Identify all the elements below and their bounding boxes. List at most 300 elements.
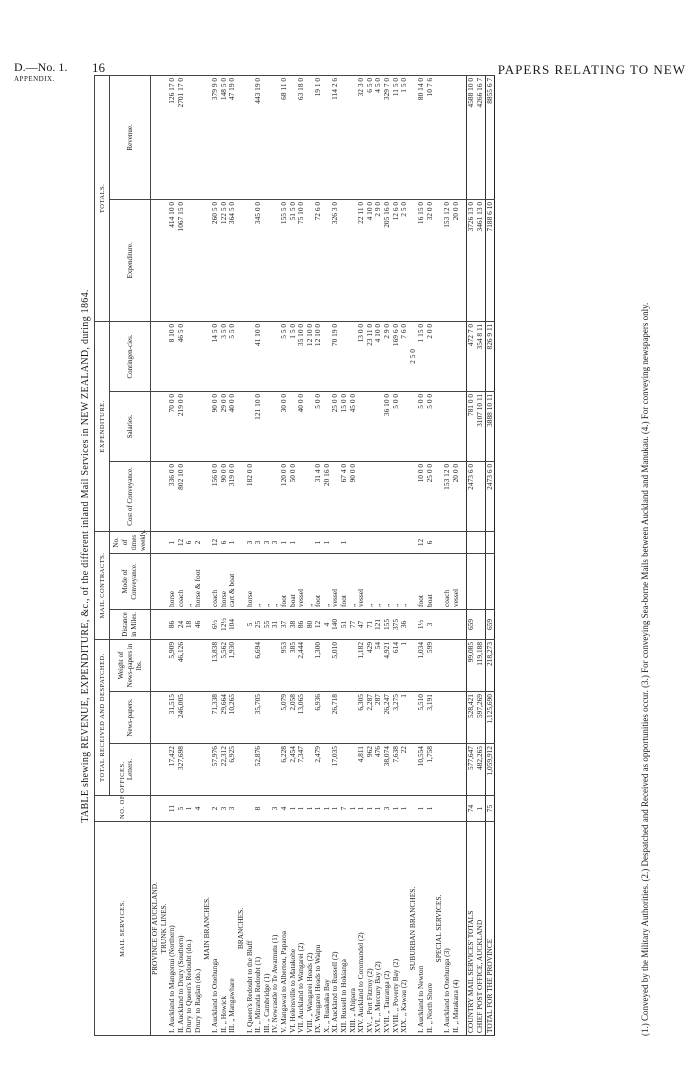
service-name-cell: II. Auckland to Drury (Southern)	[177, 822, 186, 1036]
offices-cell: 3	[271, 796, 280, 822]
contingencies-cell: 169 6 0	[392, 321, 401, 391]
distance-cell	[151, 609, 160, 639]
salaries-cell: 121 10 0	[254, 391, 263, 461]
weight-cell: 6,694	[254, 639, 263, 691]
expenditure-cell: 22 11 0	[357, 199, 366, 321]
mode-cell: „	[349, 553, 358, 609]
salaries-cell: 3107 10 11	[476, 391, 485, 461]
document-reference	[14, 60, 67, 83]
newspapers-cell: 13,065	[297, 692, 306, 744]
header-totals: TOTALS.	[95, 75, 110, 321]
weight-cell	[237, 639, 246, 691]
salaries-cell: 3888 10 11	[485, 391, 495, 461]
header-offices: NO. OF OFFICES.	[95, 796, 151, 822]
expenditure-cell: 414 10 0	[168, 199, 177, 321]
offices-cell: 1	[323, 796, 332, 822]
letters-cell: 1,758	[426, 744, 435, 796]
newspapers-cell: 246,005	[177, 692, 186, 744]
header-received: TOTAL RECEIVED AND DESPATCHED.	[95, 639, 110, 795]
salaries-cell	[443, 391, 452, 461]
mode-cell: „	[392, 553, 401, 609]
contingencies-cell: 3 5 0	[220, 321, 229, 391]
table-row	[426, 75, 435, 1035]
times-cell: 3	[254, 531, 263, 553]
table-row	[366, 75, 375, 1035]
offices-cell	[443, 796, 452, 822]
distance-cell: 51	[340, 609, 349, 639]
newspapers-cell	[237, 692, 246, 744]
expenditure-cell: 16 15 0	[417, 199, 426, 321]
contingencies-cell: 8 10 0	[168, 321, 177, 391]
cost-cell	[151, 461, 160, 531]
mode-cell	[476, 553, 485, 609]
mode-cell: cart & boat	[228, 553, 237, 609]
contingencies-cell	[151, 321, 160, 391]
weight-cell: 99,085	[467, 639, 476, 691]
cost-cell: 20 16 0	[323, 461, 332, 531]
distance-cell: 80	[306, 609, 315, 639]
mode-cell: horse	[168, 553, 177, 609]
times-cell: 1	[168, 531, 177, 553]
col-total-expenditure: Expenditure.	[110, 199, 151, 321]
offices-cell: 74	[467, 796, 476, 822]
newspapers-cell	[263, 692, 272, 744]
cost-cell: 2473 6 0	[467, 461, 476, 531]
newspapers-cell	[435, 692, 444, 744]
mode-cell: vessel	[357, 553, 366, 609]
offices-cell: 1	[366, 796, 375, 822]
weight-cell: 1,034	[417, 639, 426, 691]
expenditure-cell: 75 10 0	[297, 199, 306, 321]
distance-cell: 46	[194, 609, 203, 639]
service-name-cell: X. „ Ruakaka Bay	[323, 822, 332, 1036]
salaries-cell	[185, 391, 194, 461]
times-cell: 3	[263, 531, 272, 553]
service-name-cell: III. „ Mangawhare	[228, 822, 237, 1036]
table-header	[95, 75, 151, 1035]
newspapers-cell: 528,421	[467, 692, 476, 744]
letters-cell	[452, 744, 461, 796]
times-cell: 1	[280, 531, 289, 553]
cost-cell	[263, 461, 272, 531]
offices-cell: 1	[297, 796, 306, 822]
distance-cell: 4	[323, 609, 332, 639]
expenditure-cell: 153 12 0	[443, 199, 452, 321]
doc-ref: D.—No. 1.	[14, 60, 68, 74]
offices-cell: 1	[392, 796, 401, 822]
table-row	[340, 75, 349, 1035]
offices-cell	[237, 796, 246, 822]
contingencies-cell	[452, 321, 461, 391]
weight-cell: 953	[280, 639, 289, 691]
mode-cell: vessel	[331, 553, 340, 609]
letters-cell: 38,074	[383, 744, 392, 796]
letters-cell: 476	[374, 744, 383, 796]
footnote: (1.) Conveyed by the Military Authorities. (2.) Despatched and Received as opportunities occur. (3.) For conveying Sea-borne Mails between Auckland and Manukau. (4.) For conveying newspapers only.	[640, 302, 650, 1036]
times-cell: 1	[323, 531, 332, 553]
distance-cell: 24	[177, 609, 186, 639]
col-newspapers: News-papers.	[110, 692, 151, 744]
service-name-cell: Drury to Queen's Redoubt (do.)	[185, 822, 194, 1036]
times-cell: 3	[246, 531, 255, 553]
col-cost: Cost of Conveyance.	[110, 461, 151, 531]
letters-cell: 2,479	[314, 744, 323, 796]
weight-cell	[194, 639, 203, 691]
letters-cell	[263, 744, 272, 796]
weight-cell	[151, 639, 160, 691]
distance-cell: 18	[185, 609, 194, 639]
times-cell	[435, 531, 444, 553]
cost-cell	[194, 461, 203, 531]
distance-cell: 375	[392, 609, 401, 639]
expenditure-cell: 1067 15 0	[177, 199, 186, 321]
offices-cell: 1	[357, 796, 366, 822]
service-name-cell: II. „ Howick	[220, 822, 229, 1036]
salaries-cell	[357, 391, 366, 461]
times-cell: 6	[426, 531, 435, 553]
contingencies-cell: 35 10 0	[297, 321, 306, 391]
revenue-cell: 4588 10 0	[467, 75, 476, 199]
revenue-cell: 329 7 0	[383, 75, 392, 199]
newspapers-cell	[151, 692, 160, 744]
col-letters: Letters.	[110, 744, 151, 796]
times-cell	[392, 531, 401, 553]
distance-cell	[452, 609, 461, 639]
table-title: TABLE shewing REVENUE, EXPENDITURE, &c., of the different inland Mail Services in NEW ZEALAND, during 1864.	[80, 289, 91, 823]
times-cell: 3	[271, 531, 280, 553]
distance-cell	[476, 609, 485, 639]
weight-cell: 5,010	[331, 639, 340, 691]
salaries-cell: 36 10 0	[383, 391, 392, 461]
times-cell	[349, 531, 358, 553]
expenditure-cell	[194, 199, 203, 321]
letters-cell	[194, 744, 203, 796]
contingencies-cell: 13 0 0	[357, 321, 366, 391]
distance-cell: 659	[485, 609, 495, 639]
distance-cell: 12	[314, 609, 323, 639]
distance-cell: 1½	[417, 609, 426, 639]
salaries-cell: 30 0 0	[280, 391, 289, 461]
salaries-cell: 5 0 0	[426, 391, 435, 461]
times-cell: 1	[314, 531, 323, 553]
newspapers-cell: 1	[400, 692, 409, 744]
mode-cell: „	[383, 553, 392, 609]
letters-cell: 4,811	[357, 744, 366, 796]
cost-cell	[366, 461, 375, 531]
service-name-cell: SUBURBAN BRANCHES.	[409, 822, 418, 1036]
service-name-cell: XVI. „ Mercury Bay (2)	[374, 822, 383, 1036]
cost-cell: 120 0 0	[280, 461, 289, 531]
mode-cell: boat	[289, 553, 298, 609]
mode-cell: horse & foot	[194, 553, 203, 609]
offices-cell	[151, 796, 160, 822]
newspapers-cell: 5,079	[280, 692, 289, 744]
letters-cell: 482,265	[476, 744, 485, 796]
revenue-cell: 6 5 0	[366, 75, 375, 199]
expenditure-cell: 7188 6 10	[485, 199, 495, 321]
letters-cell: 962	[366, 744, 375, 796]
offices-cell: 1	[331, 796, 340, 822]
salaries-cell: 219 0 0	[177, 391, 186, 461]
table-row	[314, 75, 323, 1035]
weight-cell: 385	[289, 639, 298, 691]
newspapers-cell: 6,936	[314, 692, 323, 744]
distance-cell: 3	[426, 609, 435, 639]
salaries-cell: 40 0 0	[297, 391, 306, 461]
times-cell	[452, 531, 461, 553]
service-name-cell: III. „ Cambridge (1)	[263, 822, 272, 1036]
letters-cell: 22,312	[220, 744, 229, 796]
revenue-cell: 10 7 6	[426, 75, 435, 199]
salaries-cell	[263, 391, 272, 461]
mode-cell: „	[366, 553, 375, 609]
mode-cell: coach	[443, 553, 452, 609]
revenue-cell: 126 17 0	[168, 75, 177, 199]
service-name-cell: Drury to Raglan (do.)	[194, 822, 203, 1036]
times-cell: 12	[417, 531, 426, 553]
service-name-cell: XV. „ Port Fitzroy (2)	[366, 822, 375, 1036]
contingencies-cell: 12 10 0	[314, 321, 323, 391]
weight-cell: 54	[374, 639, 383, 691]
mode-cell: „	[271, 553, 280, 609]
mode-cell: foot	[314, 553, 323, 609]
table-row	[185, 75, 194, 1035]
cost-cell: 182 0 0	[246, 461, 255, 531]
mode-cell	[485, 553, 495, 609]
offices-cell: 1	[185, 796, 194, 822]
distance-cell: 55	[263, 609, 272, 639]
letters-cell: 7,347	[297, 744, 306, 796]
times-cell: 2	[194, 531, 203, 553]
cost-cell	[254, 461, 263, 531]
distance-cell: 86	[168, 609, 177, 639]
mode-cell: „	[400, 553, 409, 609]
contingencies-cell: 2 9 0	[383, 321, 392, 391]
col-contingencies: Contingen-cies.	[110, 321, 151, 391]
mode-cell: „	[306, 553, 315, 609]
service-name-cell: XII. Russell to Hokianga	[340, 822, 349, 1036]
weight-cell	[185, 639, 194, 691]
offices-cell: 8	[254, 796, 263, 822]
distance-cell	[435, 609, 444, 639]
revenue-cell: 80 14 0	[417, 75, 426, 199]
contingencies-cell: 12 10 0	[306, 321, 315, 391]
service-name-cell: XVII. „ Tauranga (2)	[383, 822, 392, 1036]
service-name-cell: I. Auckland to Mangonui (Northern)	[168, 822, 177, 1036]
distance-cell: 77	[349, 609, 358, 639]
service-name-cell: TOTAL FOR THE PROVINCE	[485, 822, 495, 1036]
table-row	[228, 75, 237, 1035]
letters-cell: 57,976	[211, 744, 220, 796]
table-row	[177, 75, 186, 1035]
newspapers-cell: 597,269	[476, 692, 485, 744]
newspapers-cell: 287	[374, 692, 383, 744]
revenue-cell: 47 19 0	[228, 75, 237, 199]
contingencies-cell: 4 10 0	[374, 321, 383, 391]
header-expenditure: EXPENDITURE.	[95, 321, 110, 531]
cost-cell: 10 0 0	[417, 461, 426, 531]
service-name-cell: V. Mangawai to Albertou, Paparoa	[280, 822, 289, 1036]
mail-services-table	[94, 75, 495, 1036]
service-name-cell: TRUNK LINES.	[160, 822, 169, 1036]
cost-cell	[476, 461, 485, 531]
letters-cell: 327,698	[177, 744, 186, 796]
contingencies-cell: 1 15 0	[417, 321, 426, 391]
revenue-cell: 114 2 6	[331, 75, 340, 199]
newspapers-cell	[452, 692, 461, 744]
letters-cell: 1,059,912	[485, 744, 495, 796]
cost-cell: 802 10 0	[177, 461, 186, 531]
contingencies-cell	[185, 321, 194, 391]
col-distance: Distance in Miles.	[110, 609, 151, 639]
service-name-cell: BRANCHES.	[237, 822, 246, 1036]
newspapers-cell: 5,510	[417, 692, 426, 744]
revenue-cell	[452, 75, 461, 199]
expenditure-cell: 51 5 0	[289, 199, 298, 321]
offices-cell: 1	[374, 796, 383, 822]
header-contracts: MAIL CONTRACTS.	[95, 531, 110, 639]
weight-cell: 218,273	[485, 639, 495, 691]
contingencies-cell: 5 5 0	[280, 321, 289, 391]
weight-cell: 46,126	[177, 639, 186, 691]
mode-cell: vessel	[297, 553, 306, 609]
distance-cell: 155	[383, 609, 392, 639]
contingencies-cell: 354 8 11	[476, 321, 485, 391]
letters-cell	[185, 744, 194, 796]
newspapers-cell: 2,058	[289, 692, 298, 744]
mode-cell: vessel	[452, 553, 461, 609]
page-number: 16	[92, 60, 105, 75]
offices-cell: 1	[349, 796, 358, 822]
cost-cell: 25 0 0	[426, 461, 435, 531]
service-name-cell: VIII. „ Wangarei Heads (2)	[306, 822, 315, 1036]
cost-cell: 153 12 0	[443, 461, 452, 531]
col-mode: Mode of Conveyance.	[110, 553, 151, 609]
cost-cell	[392, 461, 401, 531]
mode-cell	[467, 553, 476, 609]
service-name-cell: I. Auckland to Onehunga (3)	[443, 822, 452, 1036]
revenue-cell	[151, 75, 160, 199]
appendix-label: APPENDIX.	[14, 75, 55, 83]
mode-cell: horse	[220, 553, 229, 609]
offices-cell: 4	[280, 796, 289, 822]
letters-cell	[237, 744, 246, 796]
weight-cell: 119,188	[476, 639, 485, 691]
times-cell	[383, 531, 392, 553]
weight-cell: 1,300	[314, 639, 323, 691]
service-name-cell: PROVINCE OF AUCKLAND.	[151, 822, 160, 1036]
offices-cell: 1	[417, 796, 426, 822]
times-cell: 1	[340, 531, 349, 553]
salaries-cell: 15 0 0	[340, 391, 349, 461]
times-cell	[366, 531, 375, 553]
distance-cell: 5	[246, 609, 255, 639]
service-name-cell: II. „ Matakana (4)	[452, 822, 461, 1036]
mode-cell: „	[254, 553, 263, 609]
table-row	[194, 75, 203, 1035]
revenue-cell: 19 1 0	[314, 75, 323, 199]
times-cell	[485, 531, 495, 553]
cost-cell	[400, 461, 409, 531]
weight-cell: 1,182	[357, 639, 366, 691]
service-name-cell: XVIII. „ Poverty Bay (2)	[392, 822, 401, 1036]
weight-cell	[340, 639, 349, 691]
weight-cell: 5,562	[220, 639, 229, 691]
contingencies-cell	[443, 321, 452, 391]
salaries-cell	[452, 391, 461, 461]
revenue-cell	[185, 75, 194, 199]
service-name-cell: CHIEF POST OFFICE, AUCKLAND	[476, 822, 485, 1036]
col-revenue: Revenue.	[110, 75, 151, 199]
distance-cell: 121	[374, 609, 383, 639]
offices-cell	[435, 796, 444, 822]
expenditure-cell: 2 5 0	[400, 199, 409, 321]
contingencies-cell: 23 11 0	[366, 321, 375, 391]
expenditure-cell: 12 6 0	[392, 199, 401, 321]
totals-row	[476, 75, 485, 1035]
times-cell	[443, 531, 452, 553]
distance-cell: 71	[366, 609, 375, 639]
newspapers-cell	[340, 692, 349, 744]
times-cell: 6	[185, 531, 194, 553]
table-row	[331, 75, 340, 1035]
cost-cell: 2473 6 0	[485, 461, 495, 531]
table-row	[452, 75, 461, 1035]
offices-cell: 1	[306, 796, 315, 822]
revenue-cell: 4 5 0	[374, 75, 383, 199]
newspapers-cell: 1,125,690	[485, 692, 495, 744]
contingencies-cell	[340, 321, 349, 391]
distance-cell: 12½	[220, 609, 229, 639]
salaries-cell	[194, 391, 203, 461]
salaries-cell	[435, 391, 444, 461]
contingencies-cell: 2 5 0	[409, 321, 418, 391]
offices-cell: 2	[211, 796, 220, 822]
times-cell	[467, 531, 476, 553]
revenue-cell: 68 11 0	[280, 75, 289, 199]
letters-cell: 52,876	[254, 744, 263, 796]
contingencies-cell: 14 5 0	[211, 321, 220, 391]
revenue-cell	[435, 75, 444, 199]
distance-cell: 38	[289, 609, 298, 639]
expenditure-cell: 32 0 0	[426, 199, 435, 321]
expenditure-cell: 2 9 0	[374, 199, 383, 321]
rotated-table-page	[80, 76, 680, 1036]
weight-cell: 1	[400, 639, 409, 691]
times-cell	[400, 531, 409, 553]
contingencies-cell: 41 10 0	[254, 321, 263, 391]
distance-cell: 47	[357, 609, 366, 639]
expenditure-cell	[340, 199, 349, 321]
service-name-cell: XI. Auckland to Russell (2)	[331, 822, 340, 1036]
cost-cell	[383, 461, 392, 531]
offices-cell: 1	[289, 796, 298, 822]
offices-cell: 7	[340, 796, 349, 822]
weight-cell: 599	[426, 639, 435, 691]
newspapers-cell: 26,247	[383, 692, 392, 744]
contingencies-cell: 1 5 0	[289, 321, 298, 391]
letters-cell: 10,554	[417, 744, 426, 796]
expenditure-cell: 3726 13 0	[467, 199, 476, 321]
offices-cell: 3	[228, 796, 237, 822]
letters-cell	[340, 744, 349, 796]
contingencies-cell	[263, 321, 272, 391]
service-name-cell: II. „ Miranda Redoubt (1)	[254, 822, 263, 1036]
newspapers-cell	[443, 692, 452, 744]
cost-cell: 156 0 0	[211, 461, 220, 531]
offices-cell: 1	[400, 796, 409, 822]
contingencies-cell: 826 9 11	[485, 321, 495, 391]
